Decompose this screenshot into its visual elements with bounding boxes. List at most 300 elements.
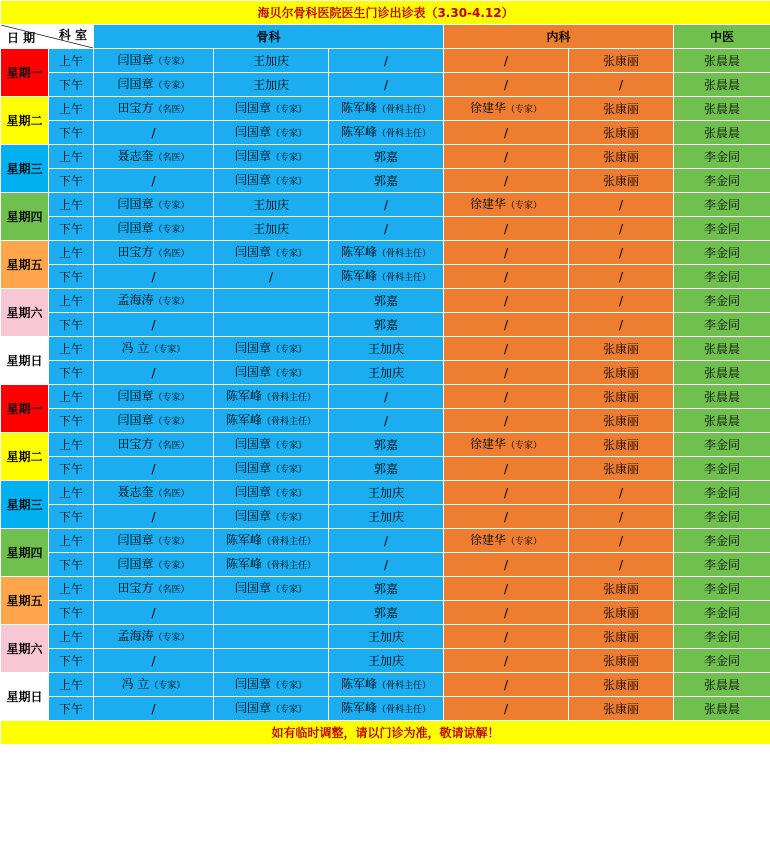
- doctor-title: （骨科主任）: [377, 704, 432, 715]
- doctor-name: 徐建华: [469, 436, 506, 451]
- schedule-cell: [674, 505, 770, 529]
- corner-row-label: 日 期: [7, 31, 36, 45]
- schedule-cell: [94, 73, 214, 97]
- day-label: 星期日: [1, 673, 49, 721]
- slot-label: 上午: [49, 673, 94, 697]
- slot-label: 下午: [49, 265, 94, 289]
- doctor-name: /: [503, 653, 509, 668]
- schedule-cell: [569, 73, 674, 97]
- schedule-cell: [94, 529, 214, 553]
- schedule-cell: [329, 625, 444, 649]
- schedule-cell: [329, 337, 444, 361]
- doctor-name: /: [503, 149, 509, 164]
- doctor-title: （专家）: [506, 440, 543, 451]
- table-row: [1, 697, 770, 721]
- table-row: [1, 313, 770, 337]
- schedule-cell: [214, 625, 329, 649]
- table-row: [1, 241, 770, 265]
- doctor-name: 张晨晨: [704, 77, 741, 92]
- department-header-1: 骨科: [94, 25, 444, 49]
- schedule-cell: [444, 241, 569, 265]
- doctor-name: 田宝方: [117, 100, 154, 115]
- doctor-name: /: [151, 317, 156, 332]
- schedule-cell: [569, 337, 674, 361]
- slot-label: 上午: [49, 481, 94, 505]
- doctor-name: 张晨晨: [704, 341, 741, 356]
- table-row: [1, 73, 770, 97]
- doctor-title: （专家）: [149, 344, 186, 355]
- schedule-cell: [214, 553, 329, 577]
- doctor-title: （名医）: [153, 584, 190, 595]
- doctor-name: 闫国章: [234, 484, 271, 499]
- doctor-name: /: [618, 533, 624, 548]
- doctor-name: 李金同: [704, 605, 741, 620]
- table-row: [1, 97, 770, 121]
- schedule-cell: [94, 169, 214, 193]
- table-footer-row: [1, 721, 770, 745]
- day-label: 星期三: [1, 481, 49, 529]
- doctor-name: 张康丽: [602, 341, 639, 356]
- doctor-name: 张晨晨: [704, 365, 741, 380]
- schedule-cell: [214, 241, 329, 265]
- schedule-cell: [94, 265, 214, 289]
- doctor-name: 张康丽: [602, 629, 639, 644]
- slot-label: 上午: [49, 433, 94, 457]
- schedule-cell: [214, 73, 329, 97]
- table-row: [1, 49, 770, 73]
- schedule-cell: [444, 385, 569, 409]
- doctor-name: 徐建华: [469, 532, 506, 547]
- doctor-name: 张晨晨: [704, 413, 741, 428]
- slot-label: 上午: [49, 289, 94, 313]
- schedule-cell: [94, 577, 214, 601]
- doctor-name: 李金同: [704, 149, 741, 164]
- doctor-title: （专家）: [271, 152, 308, 163]
- doctor-name: 田宝方: [117, 244, 154, 259]
- doctor-name: /: [383, 557, 389, 572]
- doctor-name: 张康丽: [602, 365, 639, 380]
- schedule-cell: [214, 457, 329, 481]
- schedule-cell: [94, 601, 214, 625]
- doctor-name: 闫国章: [234, 244, 271, 259]
- schedule-cell: [214, 289, 329, 313]
- doctor-name: 闫国章: [117, 220, 154, 235]
- schedule-cell: [329, 193, 444, 217]
- table-row: [1, 217, 770, 241]
- doctor-name: 李金同: [704, 509, 741, 524]
- slot-label: 下午: [49, 361, 94, 385]
- doctor-title: （名医）: [153, 152, 190, 163]
- schedule-cell: [94, 97, 214, 121]
- day-label: 星期二: [1, 433, 49, 481]
- doctor-name: 孟海涛: [117, 292, 154, 307]
- schedule-cell: [94, 193, 214, 217]
- doctor-name: 闫国章: [234, 676, 271, 691]
- schedule-cell: [94, 385, 214, 409]
- doctor-name: 闫国章: [117, 52, 154, 67]
- doctor-name: 冯 立: [121, 340, 150, 355]
- schedule-cell: [329, 649, 444, 673]
- doctor-name: /: [618, 197, 624, 212]
- doctor-title: （专家）: [271, 488, 308, 499]
- doctor-name: 张康丽: [602, 413, 639, 428]
- schedule-cell: [444, 121, 569, 145]
- schedule-cell: [674, 577, 770, 601]
- table-row: [1, 409, 770, 433]
- table-row: [1, 601, 770, 625]
- day-label: 星期六: [1, 289, 49, 337]
- schedule-cell: [329, 313, 444, 337]
- doctor-name: /: [503, 365, 509, 380]
- doctor-name: 闫国章: [234, 148, 271, 163]
- doctor-name: 李金同: [704, 269, 741, 284]
- doctor-title: （专家）: [153, 536, 190, 547]
- schedule-cell: [94, 457, 214, 481]
- slot-label: 上午: [49, 97, 94, 121]
- doctor-title: （专家）: [153, 632, 190, 643]
- schedule-cell: [569, 385, 674, 409]
- schedule-cell: [94, 409, 214, 433]
- doctor-name: 陈军峰: [340, 244, 377, 259]
- doctor-title: （名医）: [153, 488, 190, 499]
- doctor-name: /: [151, 653, 156, 668]
- doctor-name: /: [503, 677, 509, 692]
- doctor-name: /: [503, 461, 509, 476]
- slot-label: 下午: [49, 73, 94, 97]
- schedule-cell: [214, 145, 329, 169]
- schedule-cell: [569, 121, 674, 145]
- schedule-cell: [94, 481, 214, 505]
- doctor-name: /: [383, 197, 389, 212]
- doctor-name: /: [503, 581, 509, 596]
- schedule-cell: [444, 97, 569, 121]
- schedule-cell: [444, 457, 569, 481]
- doctor-name: 闫国章: [117, 412, 154, 427]
- doctor-name: /: [151, 509, 156, 524]
- schedule-cell: [94, 697, 214, 721]
- doctor-name: 闫国章: [234, 100, 271, 115]
- day-label: 星期一: [1, 385, 49, 433]
- doctor-name: 郭嘉: [373, 461, 398, 476]
- schedule-cell: [444, 433, 569, 457]
- schedule-cell: [214, 337, 329, 361]
- day-label: 星期日: [1, 337, 49, 385]
- doctor-name: /: [618, 317, 624, 332]
- schedule-cell: [214, 529, 329, 553]
- schedule-cell: [94, 145, 214, 169]
- footer-note: 如有临时调整，请以门诊为准，敬请谅解！: [1, 721, 770, 745]
- doctor-name: 王加庆: [252, 221, 289, 236]
- schedule-cell: [329, 385, 444, 409]
- schedule-cell: [214, 361, 329, 385]
- schedule-cell: [444, 217, 569, 241]
- schedule-cell: [444, 625, 569, 649]
- doctor-title: （骨科主任）: [377, 104, 432, 115]
- doctor-title: （骨科主任）: [262, 536, 317, 547]
- schedule-cell: [94, 49, 214, 73]
- doctor-name: /: [383, 53, 389, 68]
- doctor-name: 陈军峰: [340, 100, 377, 115]
- doctor-name: 徐建华: [469, 100, 506, 115]
- schedule-cell: [329, 121, 444, 145]
- day-label: 星期一: [1, 49, 49, 97]
- doctor-name: 张晨晨: [704, 389, 741, 404]
- day-label: 星期五: [1, 241, 49, 289]
- doctor-name: 徐建华: [469, 196, 506, 211]
- doctor-name: 王加庆: [367, 509, 404, 524]
- schedule-cell: [329, 73, 444, 97]
- doctor-name: /: [503, 389, 509, 404]
- schedule-cell: [674, 697, 770, 721]
- doctor-name: 闫国章: [234, 172, 271, 187]
- doctor-name: /: [151, 125, 156, 140]
- schedule-cell: [94, 673, 214, 697]
- doctor-name: /: [618, 293, 624, 308]
- schedule-cell: [569, 361, 674, 385]
- slot-label: 下午: [49, 697, 94, 721]
- doctor-title: （专家）: [153, 296, 190, 307]
- doctor-name: 张晨晨: [704, 677, 741, 692]
- schedule-cell: [94, 505, 214, 529]
- schedule-cell: [444, 49, 569, 73]
- doctor-title: （骨科主任）: [262, 392, 317, 403]
- doctor-name: 闫国章: [117, 76, 154, 91]
- schedule-cell: [329, 265, 444, 289]
- table-row: [1, 625, 770, 649]
- doctor-name: 王加庆: [367, 653, 404, 668]
- doctor-name: 郭嘉: [373, 317, 398, 332]
- doctor-title: （名医）: [153, 104, 190, 115]
- schedule-cell: [674, 553, 770, 577]
- table-row: [1, 289, 770, 313]
- schedule-cell: [569, 457, 674, 481]
- doctor-name: 郭嘉: [373, 437, 398, 452]
- doctor-name: 王加庆: [367, 341, 404, 356]
- doctor-name: 陈军峰: [225, 532, 262, 547]
- table-title-row: [1, 1, 770, 25]
- doctor-name: 闫国章: [117, 532, 154, 547]
- slot-label: 下午: [49, 217, 94, 241]
- table-row: [1, 385, 770, 409]
- doctor-title: （专家）: [271, 344, 308, 355]
- doctor-title: （专家）: [506, 200, 543, 211]
- doctor-name: /: [503, 269, 509, 284]
- schedule-cell: [214, 217, 329, 241]
- schedule-cell: [674, 649, 770, 673]
- schedule-cell: [569, 265, 674, 289]
- slot-label: 下午: [49, 169, 94, 193]
- schedule-cell: [444, 169, 569, 193]
- doctor-title: （专家）: [153, 560, 190, 571]
- table-row: [1, 553, 770, 577]
- schedule-cell: [329, 529, 444, 553]
- slot-label: 上午: [49, 193, 94, 217]
- doctor-name: /: [151, 173, 156, 188]
- doctor-name: /: [503, 557, 509, 572]
- doctor-name: 闫国章: [234, 364, 271, 379]
- doctor-name: 张康丽: [602, 701, 639, 716]
- schedule-cell: [674, 217, 770, 241]
- doctor-name: 郭嘉: [373, 293, 398, 308]
- day-label: 星期二: [1, 97, 49, 145]
- doctor-name: 闫国章: [234, 580, 271, 595]
- doctor-title: （骨科主任）: [262, 416, 317, 427]
- doctor-name: 李金同: [704, 533, 741, 548]
- corner-col-label: 科 室: [58, 28, 87, 42]
- doctor-name: 聂志奎: [117, 148, 154, 163]
- page-title: 海贝尔骨科医院医生门诊出诊表（3.30-4.12）: [1, 1, 770, 25]
- doctor-name: /: [383, 533, 389, 548]
- doctor-name: 王加庆: [367, 629, 404, 644]
- doctor-name: 闫国章: [117, 556, 154, 571]
- doctor-name: 李金同: [704, 653, 741, 668]
- schedule-cell: [214, 169, 329, 193]
- schedule-cell: [674, 433, 770, 457]
- day-label: 星期五: [1, 577, 49, 625]
- table-header-row: [1, 25, 770, 49]
- doctor-title: （专家）: [506, 536, 543, 547]
- schedule-cell: [214, 49, 329, 73]
- schedule-cell: [569, 241, 674, 265]
- table-row: [1, 121, 770, 145]
- doctor-title: （专家）: [153, 392, 190, 403]
- doctor-name: /: [618, 557, 624, 572]
- day-label: 星期三: [1, 145, 49, 193]
- doctor-name: /: [618, 77, 624, 92]
- doctor-name: /: [503, 629, 509, 644]
- doctor-name: 张康丽: [602, 605, 639, 620]
- schedule-cell: [444, 73, 569, 97]
- schedule-cell: [444, 361, 569, 385]
- doctor-title: （专家）: [271, 368, 308, 379]
- schedule-cell: [569, 169, 674, 193]
- slot-label: 上午: [49, 529, 94, 553]
- doctor-name: 王加庆: [367, 365, 404, 380]
- doctor-name: /: [383, 77, 389, 92]
- schedule-cell: [329, 409, 444, 433]
- schedule-cell: [674, 169, 770, 193]
- slot-label: 下午: [49, 553, 94, 577]
- doctor-name: 王加庆: [252, 77, 289, 92]
- schedule-cell: [674, 121, 770, 145]
- schedule-cell: [94, 241, 214, 265]
- doctor-title: （专家）: [271, 680, 308, 691]
- doctor-name: 闫国章: [234, 508, 271, 523]
- doctor-name: 闫国章: [234, 700, 271, 715]
- schedule-cell: [569, 193, 674, 217]
- doctor-name: /: [618, 221, 624, 236]
- schedule-cell: [569, 529, 674, 553]
- schedule-cell: [214, 193, 329, 217]
- doctor-name: 张康丽: [602, 149, 639, 164]
- doctor-title: （专家）: [153, 224, 190, 235]
- doctor-name: /: [503, 173, 509, 188]
- schedule-cell: [569, 289, 674, 313]
- schedule-cell: [94, 313, 214, 337]
- doctor-name: /: [503, 245, 509, 260]
- schedule-cell: [444, 265, 569, 289]
- doctor-title: （骨科主任）: [377, 128, 432, 139]
- schedule-cell: [214, 385, 329, 409]
- schedule-cell: [329, 481, 444, 505]
- doctor-name: 李金同: [704, 293, 741, 308]
- doctor-name: 闫国章: [117, 388, 154, 403]
- schedule-cell: [674, 97, 770, 121]
- table-row: [1, 457, 770, 481]
- day-label: 星期四: [1, 529, 49, 577]
- schedule-cell: [214, 121, 329, 145]
- schedule-cell: [569, 577, 674, 601]
- doctor-name: /: [503, 485, 509, 500]
- doctor-name: /: [503, 605, 509, 620]
- schedule-cell: [94, 433, 214, 457]
- doctor-title: （专家）: [153, 416, 190, 427]
- doctor-name: 陈军峰: [340, 124, 377, 139]
- doctor-name: 李金同: [704, 317, 741, 332]
- doctor-title: （骨科主任）: [377, 272, 432, 283]
- department-header-3: 中医: [674, 25, 770, 49]
- table-row: [1, 265, 770, 289]
- doctor-name: 张晨晨: [704, 125, 741, 140]
- schedule-cell: [674, 265, 770, 289]
- doctor-name: 闫国章: [234, 124, 271, 139]
- schedule-cell: [569, 217, 674, 241]
- doctor-name: 张康丽: [602, 53, 639, 68]
- doctor-title: （专家）: [271, 248, 308, 259]
- doctor-name: /: [151, 701, 156, 716]
- table-row: [1, 193, 770, 217]
- schedule-cell: [444, 649, 569, 673]
- table-row: [1, 337, 770, 361]
- doctor-name: 张康丽: [602, 437, 639, 452]
- day-label: 星期六: [1, 625, 49, 673]
- corner-cell: [1, 25, 94, 49]
- schedule-cell: [214, 577, 329, 601]
- schedule-cell: [569, 553, 674, 577]
- schedule-cell: [329, 673, 444, 697]
- doctor-name: 张晨晨: [704, 53, 741, 68]
- schedule-cell: [569, 49, 674, 73]
- schedule-cell: [444, 337, 569, 361]
- schedule-cell: [444, 193, 569, 217]
- doctor-title: （专家）: [271, 464, 308, 475]
- schedule-cell: [214, 697, 329, 721]
- schedule-cell: [444, 289, 569, 313]
- slot-label: 下午: [49, 121, 94, 145]
- schedule-cell: [444, 697, 569, 721]
- table-row: [1, 169, 770, 193]
- doctor-name: /: [151, 269, 156, 284]
- schedule-cell: [329, 145, 444, 169]
- doctor-name: 李金同: [704, 485, 741, 500]
- doctor-title: （专家）: [153, 80, 190, 91]
- schedule-cell: [569, 697, 674, 721]
- slot-label: 上午: [49, 577, 94, 601]
- doctor-name: 郭嘉: [373, 173, 398, 188]
- doctor-name: 田宝方: [117, 580, 154, 595]
- schedule-cell: [569, 481, 674, 505]
- slot-label: 上午: [49, 49, 94, 73]
- schedule-cell: [674, 361, 770, 385]
- doctor-title: （骨科主任）: [377, 248, 432, 259]
- schedule-cell: [329, 601, 444, 625]
- doctor-name: 郭嘉: [373, 581, 398, 596]
- doctor-name: 李金同: [704, 437, 741, 452]
- schedule-cell: [444, 577, 569, 601]
- schedule-cell: [329, 433, 444, 457]
- schedule-cell: [674, 625, 770, 649]
- doctor-name: /: [503, 53, 509, 68]
